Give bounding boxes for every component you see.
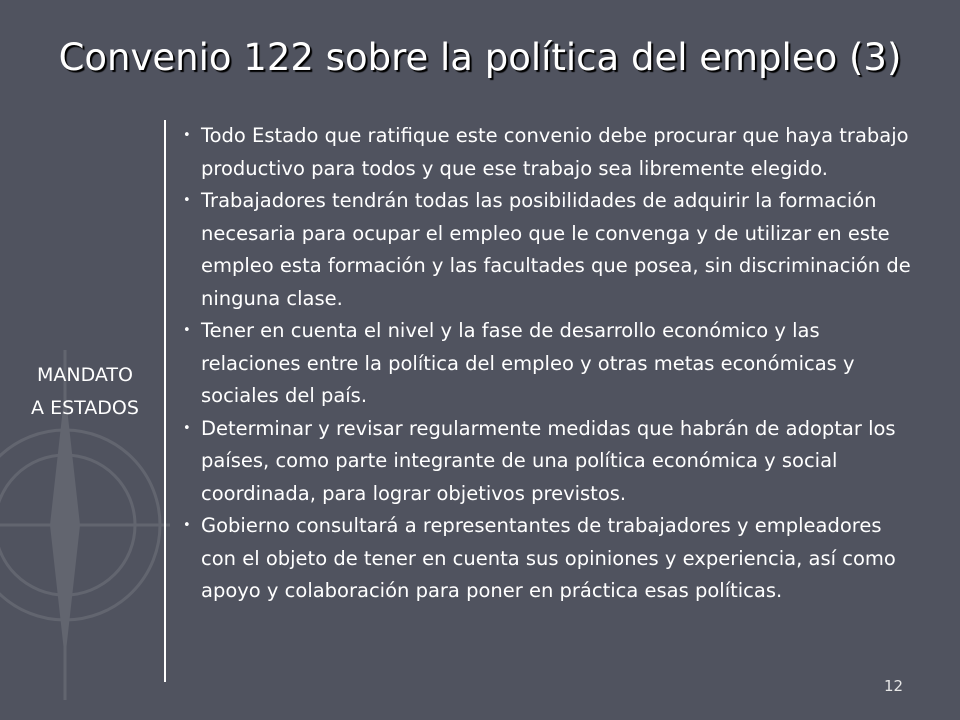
bullet-text: Trabajadores tendrán todas las posibilidades de adquirir la formación necesaria para ocupar el empleo que le convenga y de utilizar en este empleo esta formación y las facultades que posea, sin discriminación de ninguna clase. xyxy=(201,189,911,310)
bullet-dot-icon: • xyxy=(183,323,191,338)
bullet-dot-icon: • xyxy=(183,128,191,143)
bullet-list xyxy=(183,120,921,608)
bullet-item xyxy=(183,120,921,185)
bullet-dot-icon: • xyxy=(183,420,191,436)
side-label-line1: MANDATO xyxy=(37,364,133,386)
bullet-dot-icon: • xyxy=(183,193,191,208)
bullet-text: Determinar y revisar regularmente medidas que habrán de adoptar los países, como parte integrante de una política económica y social coordinada, para lograr objetivos previstos. xyxy=(201,416,896,505)
bullet-item xyxy=(183,185,921,315)
bullet-text: Gobierno consultará a representantes de trabajadores y empleadores con el objeto de tener en cuenta sus opiniones y experiencia, así como apoyo y colaboración para poner en práctica esas políticas. xyxy=(201,514,896,602)
bullet-dot-icon: • xyxy=(183,518,191,533)
page-number: 12 xyxy=(884,677,904,695)
side-label-line2: A ESTADOS xyxy=(31,397,139,419)
side-label xyxy=(10,359,160,425)
bullet-text: Todo Estado que ratifique este convenio debe procurar que haya trabajo productivo para todos y que ese trabajo sea libremente elegido. xyxy=(201,124,909,180)
bullet-item xyxy=(183,413,921,511)
vertical-divider xyxy=(164,120,166,682)
bullet-text: Tener en cuenta el nivel y la fase de desarrollo económico y las relaciones entre la política del empleo y otras metas económicas y sociales del país. xyxy=(201,319,855,407)
bullet-item xyxy=(183,510,921,608)
bullet-item xyxy=(183,315,921,413)
slide-title: Convenio 122 sobre la política del empleo (3) xyxy=(58,36,902,79)
